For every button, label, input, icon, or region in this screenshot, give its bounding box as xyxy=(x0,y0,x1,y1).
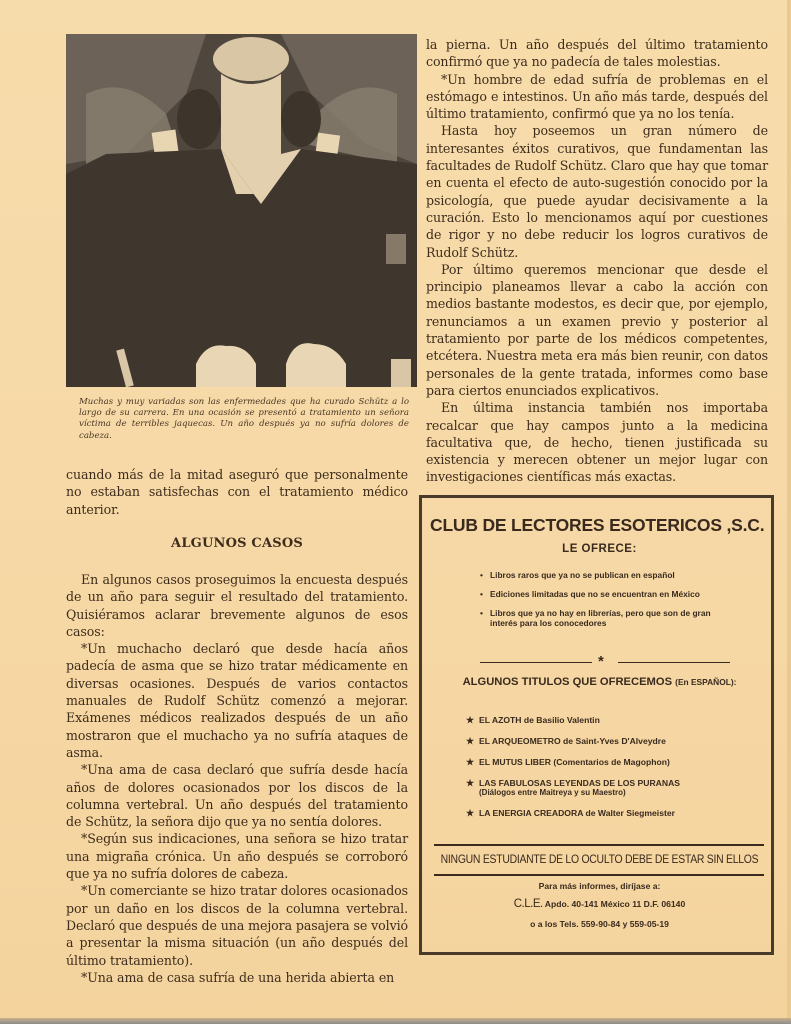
article-paragraph: En algunos casos proseguimos la encuesta después de un año para seguir el resultado del tratamiento. Quisiéramos aclarar brevemente algunos de esos casos: xyxy=(66,572,408,639)
bullet-icon: • xyxy=(480,570,483,580)
article-left-column xyxy=(66,571,408,986)
case-paragraph: *Una ama de casa sufría de una herida abierta en xyxy=(81,969,395,985)
contact-address xyxy=(422,898,777,910)
article-paragraph: la pierna. Un año después del último tratamiento confirmó que ya no padecía de tales molestias. xyxy=(426,37,768,70)
titles-heading-text: ALGUNOS TITULOS QUE OFRECEMOS xyxy=(462,676,673,688)
case-paragraph: *Una ama de casa declaró que sufría desde hacía años de dolores ocasionados por los discos de la columna vertebral. Un año después del tratamiento de Schütz, la señora dijo que ya no sentía dolores. xyxy=(66,762,408,830)
offer-item xyxy=(480,608,740,628)
section-heading: ALGUNOS CASOS xyxy=(171,536,303,551)
titles-heading-note: (En ESPAÑOL): xyxy=(675,677,737,687)
asterisk-icon: * xyxy=(598,653,604,670)
ornament-divider xyxy=(480,653,730,670)
bullet-icon: • xyxy=(480,608,483,618)
book-title-item xyxy=(466,715,766,725)
titles-heading xyxy=(422,676,777,688)
book-detail: (Comentarios de Magophon) xyxy=(553,757,670,767)
book-title-list xyxy=(466,715,766,829)
article-paragraph: En última instancia también nos importaba recalcar que hay campos junto a la medicina facultativa que, de hecho, tienen justificada su existencia y merecen obtener un mejor lugar con investigaciones científicas más exactas. xyxy=(426,400,768,485)
contact-org: C.L.E. xyxy=(513,898,543,910)
ad-subtitle: LE OFRECE: xyxy=(562,543,637,555)
contact-address-text: Apdo. 40-141 México 11 D.F. 06140 xyxy=(544,899,686,909)
star-icon: ★ xyxy=(466,757,475,767)
case-paragraph: *Según sus indicaciones, una señora se hizo tratar una migraña crónica. Un año después se corroboró que ya no sufría dolores de cabeza. xyxy=(66,831,408,882)
book-title: LAS FABULOSAS LEYENDAS DE LOS PURANAS xyxy=(479,778,681,788)
book-title-item xyxy=(466,808,766,818)
book-title-item xyxy=(466,778,766,797)
offer-item xyxy=(480,589,740,599)
article-left-intro xyxy=(66,466,408,518)
book-title: EL ARQUEOMETRO xyxy=(479,736,561,746)
offer-text: Libros que ya no hay en librerías, pero que son de gran interés para los conocedores xyxy=(490,608,711,628)
offer-item xyxy=(480,570,740,580)
offer-text: Ediciones limitadas que no se encuentran en México xyxy=(490,589,700,599)
offer-text: Libros raros que ya no se publican en español xyxy=(490,570,675,580)
book-detail: de Saint-Yves D'Alveydre xyxy=(563,736,666,746)
photo-caption: Muchas y muy variadas son las enfermedades que ha curado Schütz a lo largo de su carrera. En una ocasión se presentó a tratamiento un señora víctima de terribles jaquecas. Un año después ya no sufría dolores de cabeza. xyxy=(79,397,409,441)
article-paragraph: Por último queremos mencionar que desde el principio planeamos llevar a cabo la acción con medios bastante modestos, es decir que, por ejemplo, renunciamos a un examen previo y posterior al tratamiento por parte de los médicos competentes, etcétera. Nuestra meta era más bien reunir, con datos personales de la gente tratada, informes como base para ciertos enunciados explicativos. xyxy=(426,261,768,398)
contact-phones: o a los Tels. 559-90-84 y 559-05-19 xyxy=(530,919,669,929)
divider-line xyxy=(618,662,730,663)
ad-rule xyxy=(434,874,764,876)
page-edge xyxy=(787,0,791,1024)
article-right-column xyxy=(426,36,768,486)
case-paragraph: *Un comerciante se hizo tratar dolores ocasionados por un daño en los discos de la columna vertebral. Declaró que después de una mejora pasajera se volvió a presentar la misma situación (un año después del último tratamiento). xyxy=(66,883,408,968)
book-title-item xyxy=(466,736,766,746)
star-icon: ★ xyxy=(466,715,475,725)
offer-list xyxy=(480,570,740,637)
book-subtitle: (Diálogos entre Maitreya y su Maestro) xyxy=(479,788,626,797)
article-paragraph: cuando más de la mitad aseguró que personalmente no estaban satisfechas con el tratamiento médico anterior. xyxy=(66,467,408,517)
healing-photograph xyxy=(66,34,417,387)
star-icon: ★ xyxy=(466,778,475,788)
book-title: EL MUTUS LIBER xyxy=(479,757,551,767)
book-title: EL AZOTH xyxy=(479,715,522,725)
contact-intro: Para más informes, diríjase a: xyxy=(538,881,661,891)
book-title-item xyxy=(466,757,766,767)
book-detail: de Walter Siegmeister xyxy=(585,808,675,818)
photo-illustration xyxy=(66,34,417,387)
ad-rule xyxy=(434,844,764,846)
ad-slogan: NINGUN ESTUDIANTE DE LO OCULTO DEBE DE ESTAR SIN ELLOS xyxy=(440,853,759,866)
divider-line xyxy=(480,662,592,663)
article-paragraph: *Un hombre de edad sufría de problemas en el estómago e intestinos. Un año más tarde, después del último tratamiento, confirmó que ya no los tenía. xyxy=(426,71,768,122)
book-title: LA ENERGIA CREADORA xyxy=(479,808,584,818)
book-club-advertisement xyxy=(419,495,774,955)
book-detail: de Basilio Valentin xyxy=(523,715,600,725)
star-icon: ★ xyxy=(466,808,475,818)
star-icon: ★ xyxy=(466,736,475,746)
article-paragraph: Hasta hoy poseemos un gran número de interesantes éxitos curativos, que fundamentan las facultades de Rudolf Schütz. Claro que hay que tomar en cuenta el efecto de auto-sugestión conocido por la psicología, que puede ayudar decisivamente a la curación. Esto lo mencionamos aquí por cuestiones de rigor y no debe reducir los logros curativos de Rudolf Schütz. xyxy=(426,123,768,260)
case-paragraph: *Un muchacho declaró que desde hacía años padecía de asma que se hizo tratar médicamente en diversas ocasiones. Después de varios contactos manuales de Rudolf Schütz comenzó a mejorar. Exámenes médicos realizados después de un año mostraron que el muchacho ya no sufría ataques de asma. xyxy=(66,641,408,760)
ad-title: CLUB DE LECTORES ESOTERICOS ,S.C. xyxy=(430,515,765,535)
page-edge xyxy=(0,1018,791,1024)
bullet-icon: • xyxy=(480,589,483,599)
